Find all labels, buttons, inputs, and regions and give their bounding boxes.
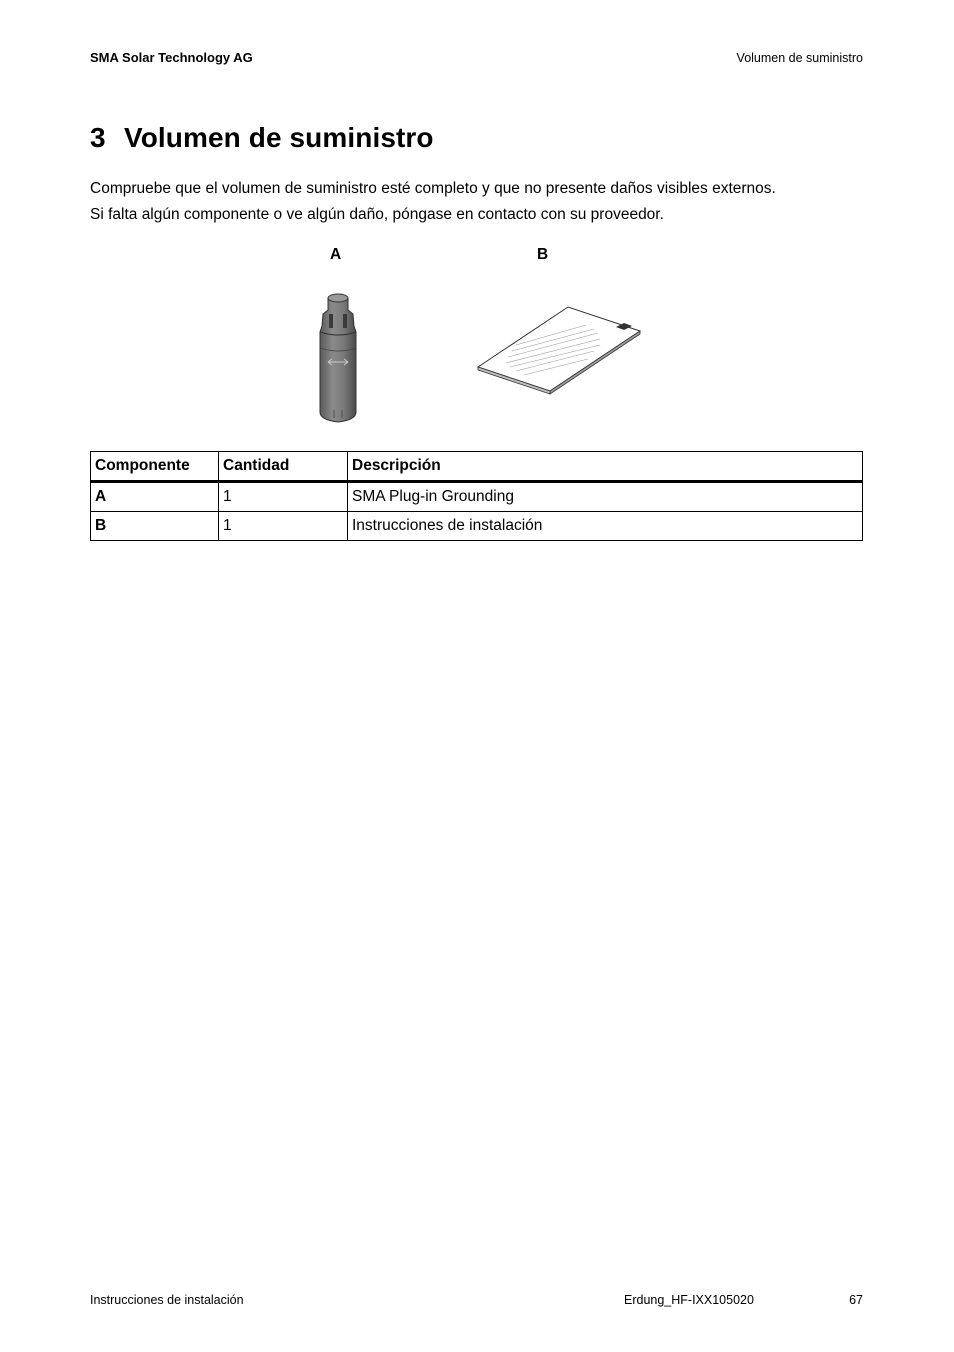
table-cell-component: B	[91, 512, 219, 541]
table-cell-component: A	[91, 482, 219, 512]
footer-page-number: 67	[849, 1293, 863, 1307]
chapter-title-text: Volumen de suministro	[124, 122, 434, 153]
chapter-title	[90, 122, 434, 154]
footer-doc-code: Erdung_HF-IXX105020	[624, 1293, 754, 1307]
table-header-row	[91, 452, 863, 482]
table-cell-quantity: 1	[219, 482, 348, 512]
table-header-componente: Componente	[91, 452, 219, 482]
figure-label-a: A	[330, 246, 342, 263]
footer-doc-type: Instrucciones de instalación	[90, 1293, 244, 1307]
header-company: SMA Solar Technology AG	[90, 50, 253, 65]
table-cell-description: Instrucciones de instalación	[348, 512, 863, 541]
table-row	[91, 512, 863, 541]
chapter-number: 3	[90, 122, 106, 153]
table-header-cantidad: Cantidad	[219, 452, 348, 482]
components-table	[90, 451, 863, 541]
table-cell-description: SMA Plug-in Grounding	[348, 482, 863, 512]
header-section: Volumen de suministro	[736, 51, 863, 65]
installation-manual-icon	[476, 305, 644, 395]
plug-in-grounding-icon	[312, 292, 364, 424]
table-row	[91, 482, 863, 512]
intro-text	[90, 176, 870, 228]
intro-line-1: Compruebe que el volumen de suministro esté completo y que no presente daños visibles externos.	[90, 180, 776, 197]
table-cell-quantity: 1	[219, 512, 348, 541]
intro-line-2: Si falta algún componente o ve algún daño, póngase en contacto con su proveedor.	[90, 206, 664, 223]
table-header-descripcion: Descripción	[348, 452, 863, 482]
figure-label-b: B	[537, 246, 549, 263]
